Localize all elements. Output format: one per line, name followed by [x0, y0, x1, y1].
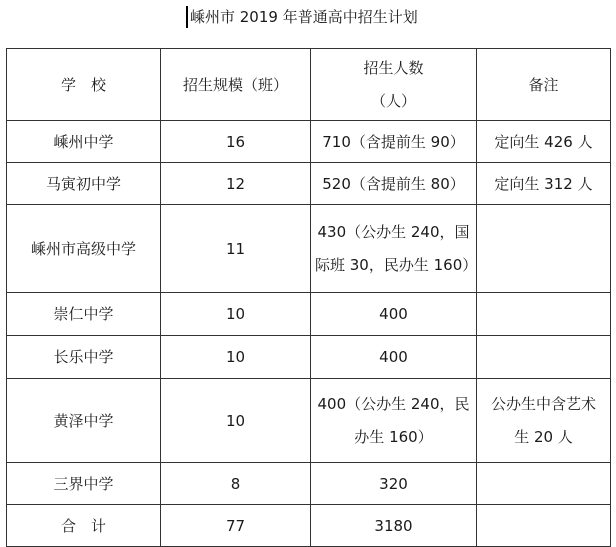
student-count: 320 — [311, 463, 477, 505]
student-count-line2: 际班 30，民办生 160） — [315, 255, 478, 274]
student-count — [311, 205, 477, 293]
total-row — [7, 505, 611, 547]
class-count: 10 — [161, 293, 311, 336]
school-name: 崇仁中学 — [7, 293, 161, 336]
note — [477, 463, 611, 505]
header-notes: 备注 — [477, 49, 611, 121]
table-row — [7, 463, 611, 505]
school-name: 马寅初中学 — [7, 163, 161, 205]
header-students-line2: （人） — [370, 91, 416, 110]
total-classes: 77 — [161, 505, 311, 547]
class-count: 11 — [161, 205, 311, 293]
note: 定向生 426 人 — [477, 121, 611, 163]
table-row — [7, 293, 611, 336]
student-count: 710（含提前生 90） — [311, 121, 477, 163]
page-title: 嵊州市 2019 年普通高中招生计划 — [190, 8, 418, 26]
school-name: 嵊州中学 — [7, 121, 161, 163]
table-row — [7, 379, 611, 463]
table-row — [7, 205, 611, 293]
header-students — [311, 49, 477, 121]
header-row — [7, 49, 611, 121]
note — [477, 205, 611, 293]
note — [477, 336, 611, 379]
student-count: 400 — [311, 336, 477, 379]
table-row — [7, 336, 611, 379]
student-count: 400 — [311, 293, 477, 336]
table-row — [7, 163, 611, 205]
note — [477, 379, 611, 463]
student-count: 520（含提前生 80） — [311, 163, 477, 205]
note — [477, 293, 611, 336]
text-cursor — [186, 6, 188, 28]
total-label: 合 计 — [7, 505, 161, 547]
class-count: 10 — [161, 336, 311, 379]
table-row — [7, 121, 611, 163]
school-name: 黄泽中学 — [7, 379, 161, 463]
student-count — [311, 379, 477, 463]
school-name: 三界中学 — [7, 463, 161, 505]
student-count-line1: 430（公办生 240，国 — [317, 222, 470, 241]
school-name: 嵊州市高级中学 — [7, 205, 161, 293]
class-count: 12 — [161, 163, 311, 205]
header-school: 学 校 — [7, 49, 161, 121]
header-classes: 招生规模（班） — [161, 49, 311, 121]
total-note — [477, 505, 611, 547]
header-students-line1: 招生人数 — [363, 58, 424, 77]
note: 定向生 312 人 — [477, 163, 611, 205]
class-count: 10 — [161, 379, 311, 463]
student-count-line1: 400（公办生 240，民 — [317, 394, 470, 413]
class-count: 16 — [161, 121, 311, 163]
school-name: 长乐中学 — [7, 336, 161, 379]
enrollment-table — [6, 48, 611, 547]
class-count: 8 — [161, 463, 311, 505]
total-students: 3180 — [311, 505, 477, 547]
title-bar — [0, 0, 616, 40]
note-line2: 生 20 人 — [514, 427, 573, 446]
note-line1: 公办生中含艺术 — [490, 394, 596, 413]
student-count-line2: 办生 160） — [354, 427, 433, 446]
